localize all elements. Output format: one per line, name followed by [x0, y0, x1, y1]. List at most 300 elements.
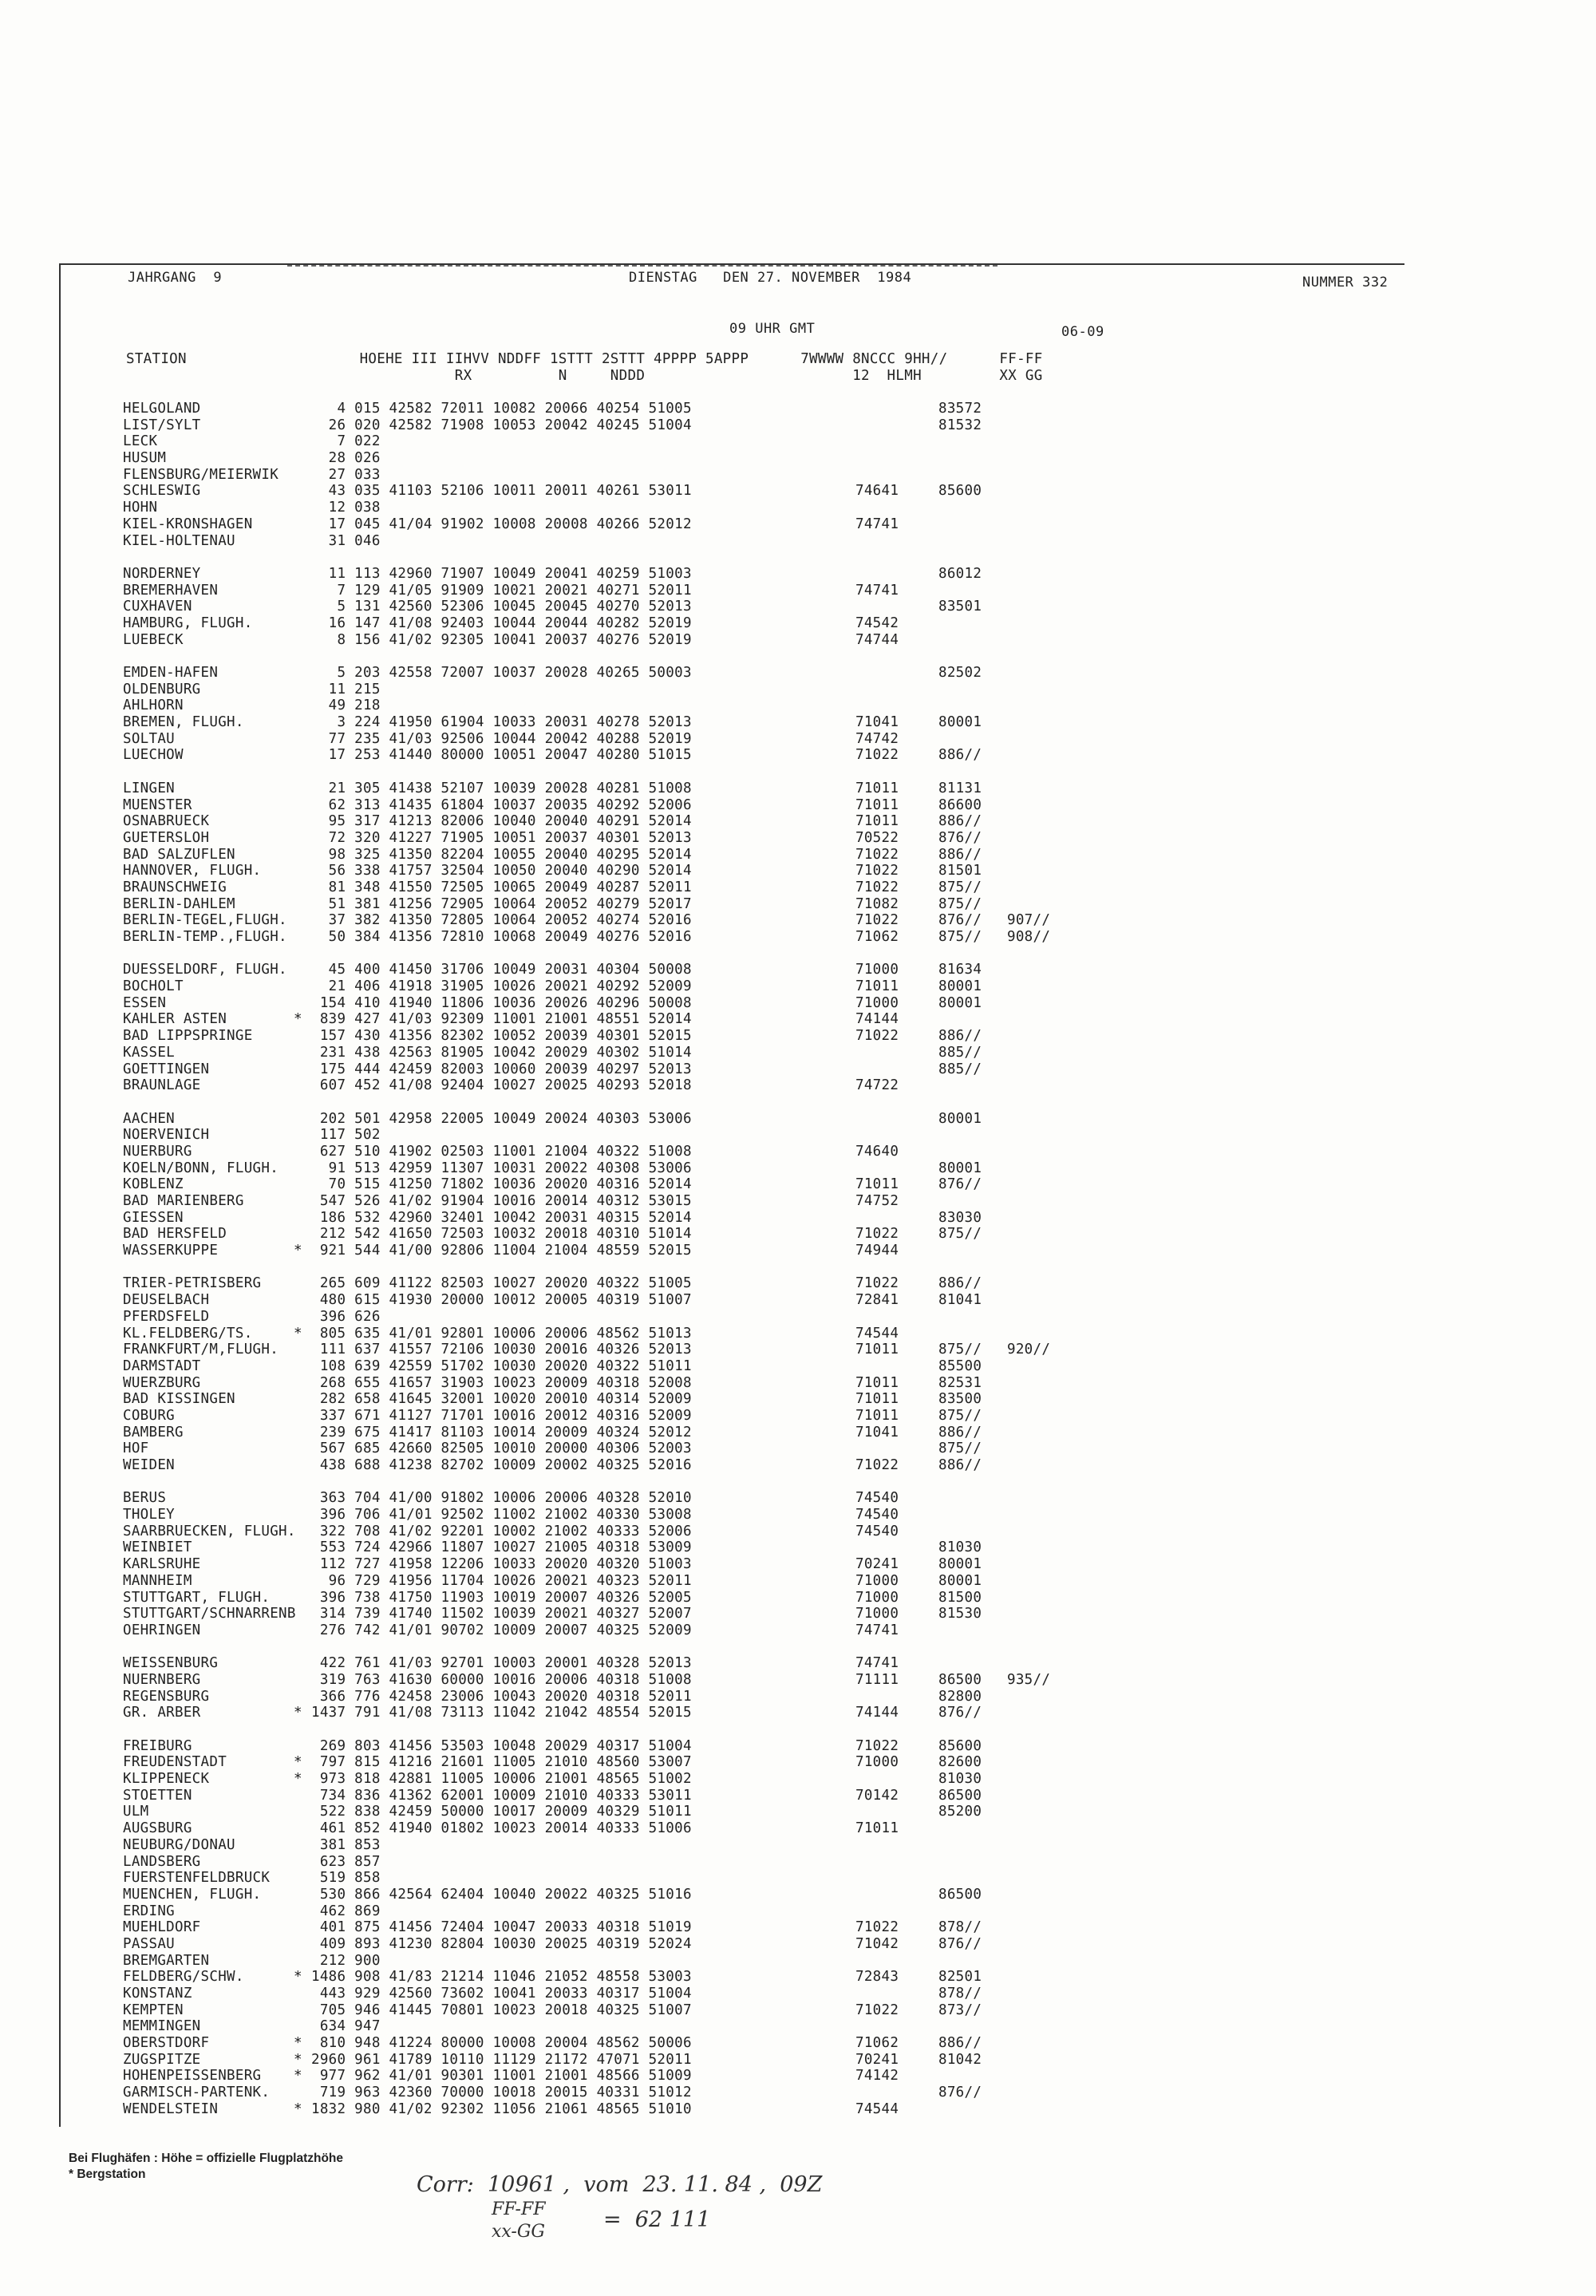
synop-groups: 31 046 [311, 532, 381, 549]
station-row [123, 1011, 1128, 1028]
station-row [123, 1408, 1128, 1425]
synop-groups: 21 305 41438 52107 10039 20028 40281 51008 [311, 780, 692, 796]
station-name: BAD KISSINGEN [123, 1391, 235, 1408]
synop-groups: 91 513 42959 11307 10031 20022 40308 53006 [311, 1160, 692, 1176]
group-7wwww: 71041 [855, 714, 899, 731]
synop-groups: 49 218 [311, 697, 381, 714]
group-7wwww: 70241 [855, 1556, 899, 1573]
station-name: BERUS [123, 1490, 167, 1507]
column-header-line-2: RX N NDDD 12 HLMH XX GG [126, 368, 1043, 384]
synop-groups: 111 637 41557 72106 10030 20016 40326 52013 [311, 1342, 692, 1358]
group-7wwww: 71022 [855, 1275, 899, 1292]
group-8nccc: 878// [938, 1986, 982, 2002]
station-name: DEUSELBACH [123, 1292, 210, 1309]
synop-groups: 921 544 41/00 92806 11004 21004 48559 52015 [311, 1243, 692, 1259]
station-row [123, 516, 1128, 533]
group-8nccc: 82600 [938, 1754, 982, 1771]
station-row [123, 401, 1128, 417]
station-name: WUERZBURG [123, 1374, 201, 1391]
group-7wwww: 71011 [855, 1176, 899, 1193]
station-row [123, 1573, 1128, 1590]
group-spacer [123, 946, 1128, 962]
station-row [123, 978, 1128, 995]
station-name: ESSEN [123, 994, 167, 1011]
group-7wwww: 74741 [855, 1622, 899, 1638]
station-name: SCHLESWIG [123, 483, 201, 500]
group-7wwww: 71022 [855, 912, 899, 929]
synop-groups: 112 727 41958 12206 10033 20020 40320 51003 [311, 1556, 692, 1573]
synop-groups: 21 406 41918 31905 10026 20021 40292 52009 [311, 978, 692, 995]
synop-groups: 547 526 41/02 91904 10016 20014 40312 53015 [311, 1193, 692, 1209]
station-row [123, 1903, 1128, 1920]
station-name: EMDEN-HAFEN [123, 665, 219, 681]
station-row [123, 1045, 1128, 1061]
station-row [123, 533, 1128, 550]
station-name: MUENCHEN, FLUGH. [123, 1886, 262, 1903]
group-8nccc: 81131 [938, 780, 982, 796]
station-name: HAMBURG, FLUGH. [123, 615, 253, 631]
group-8nccc: 80001 [938, 1160, 982, 1176]
station-row [123, 599, 1128, 615]
synop-groups: 276 742 41/01 90702 10009 20007 40325 52009 [311, 1622, 692, 1638]
station-name: NOERVENICH [123, 1127, 210, 1144]
station-row [123, 1870, 1128, 1887]
synop-groups: 607 452 41/08 92404 10027 20025 40293 52018 [311, 1077, 692, 1094]
station-name: BAMBERG [123, 1424, 184, 1440]
group-7wwww: 74540 [855, 1490, 899, 1507]
station-row [123, 1986, 1128, 2002]
station-name: KONSTANZ [123, 1986, 192, 2002]
station-row [123, 2068, 1128, 2085]
station-row [123, 1176, 1128, 1193]
station-name: BAD MARIENBERG [123, 1193, 244, 1209]
synop-groups: 319 763 41630 60000 10016 20006 40318 51008 [311, 1671, 692, 1688]
group-spacer [123, 1474, 1128, 1491]
group-spacer [123, 648, 1128, 665]
group-8nccc: 80001 [938, 978, 982, 995]
group-7wwww: 71062 [855, 929, 899, 945]
group-spacer [123, 1639, 1128, 1656]
station-name: BERLIN-TEMP.,FLUGH. [123, 929, 287, 945]
group-7wwww: 74641 [855, 483, 899, 500]
synop-groups: 212 900 [311, 1952, 381, 1969]
group-8nccc: 80001 [938, 994, 982, 1011]
handwritten-value: = 62 111 [603, 2207, 711, 2232]
group-7wwww: 71022 [855, 879, 899, 895]
station-row [123, 1226, 1128, 1243]
group-7wwww: 71022 [855, 1919, 899, 1936]
group-7wwww: 71041 [855, 1424, 899, 1440]
group-8nccc: 86500 [938, 1787, 982, 1804]
synop-groups: 519 858 [311, 1870, 381, 1887]
group-8nccc: 886// [938, 1457, 982, 1473]
synop-groups: 28 026 [311, 450, 381, 467]
station-name: WEISSENBURG [123, 1655, 219, 1672]
station-name: LECK [123, 433, 158, 450]
synop-groups: 805 635 41/01 92801 10006 20006 48562 51013 [311, 1325, 692, 1342]
station-row [123, 682, 1128, 698]
group-7wwww: 71011 [855, 813, 899, 830]
synop-groups: 96 729 41956 11704 10026 20021 40323 52011 [311, 1572, 692, 1589]
station-name: PFERDSFELD [123, 1308, 210, 1325]
group-8nccc: 83030 [938, 1209, 982, 1226]
group-7wwww: 71111 [855, 1671, 899, 1688]
synop-groups: 26 020 42582 71908 10053 20042 40245 51004 [311, 417, 692, 433]
station-row [123, 1887, 1128, 1903]
station-name: STOETTEN [123, 1787, 192, 1804]
station-name: BERLIN-TEGEL,FLUGH. [123, 912, 287, 929]
group-spacer [123, 764, 1128, 780]
group-7wwww: 72843 [855, 1969, 899, 1986]
group-7wwww: 71082 [855, 895, 899, 912]
footnote-airport-height: Bei Flughäfen : Höhe = offizielle Flugplatzhöhe [69, 2152, 344, 2165]
synop-groups: 461 852 41940 01802 10023 20014 40333 51006 [311, 1820, 692, 1837]
synop-groups: 11 215 [311, 681, 381, 697]
group-7wwww: 71000 [855, 1754, 899, 1771]
station-row [123, 1556, 1128, 1573]
group-8nccc: 886// [938, 846, 982, 863]
station-row [123, 2035, 1128, 2052]
group-7wwww: 71022 [855, 1226, 899, 1243]
group-8nccc: 875// [938, 1407, 982, 1424]
synop-groups: 7 129 41/05 91909 10021 20021 40271 52011 [311, 582, 692, 599]
synop-groups: 70 515 41250 71802 10036 20020 40316 52014 [311, 1176, 692, 1193]
synop-groups: 381 853 [311, 1836, 381, 1853]
synop-groups: 212 542 41650 72503 10032 20018 40310 51014 [311, 1226, 692, 1243]
synop-groups: 157 430 41356 82302 10052 20039 40301 52015 [311, 1028, 692, 1045]
station-row [123, 1771, 1128, 1788]
station-name: FRANKFURT/M,FLUGH. [123, 1342, 279, 1358]
station-row [123, 467, 1128, 484]
station-row [123, 632, 1128, 649]
station-row [123, 583, 1128, 599]
group-7wwww: 71042 [855, 1935, 899, 1952]
group-8nccc: 876// [938, 829, 982, 846]
station-name: WENDELSTEIN [123, 2100, 219, 2117]
group-8nccc: 873// [938, 2002, 982, 2018]
group-9hh: 920// [1007, 1342, 1051, 1358]
group-8nccc: 875// [938, 879, 982, 895]
station-name: AHLHORN [123, 697, 184, 714]
station-name: BOCHOLT [123, 978, 184, 995]
group-9hh: 908// [1007, 929, 1051, 945]
station-name: WEINBIET [123, 1539, 192, 1556]
station-name: ULM [123, 1804, 149, 1820]
station-name: BERLIN-DAHLEM [123, 895, 235, 912]
synop-groups: 438 688 41238 82702 10009 20002 40325 52016 [311, 1457, 692, 1473]
group-8nccc: 80001 [938, 714, 982, 731]
station-row [123, 879, 1128, 896]
synop-groups: 1486 908 41/83 21214 11046 21052 48558 53003 [311, 1969, 692, 1986]
group-7wwww: 74944 [855, 1243, 899, 1259]
group-8nccc: 85600 [938, 483, 982, 500]
header-time: 09 UHR GMT [729, 321, 816, 337]
station-row [123, 1655, 1128, 1672]
station-row [123, 500, 1128, 516]
station-row [123, 1523, 1128, 1540]
synop-groups: 634 947 [311, 2018, 381, 2035]
station-row [123, 1919, 1128, 1936]
group-7wwww: 71022 [855, 846, 899, 863]
station-name: LIST/SYLT [123, 417, 201, 433]
group-7wwww: 71022 [855, 2002, 899, 2018]
station-name: GARMISCH-PARTENK. [123, 2085, 271, 2101]
station-row [123, 1358, 1128, 1375]
station-name: AACHEN [123, 1110, 176, 1127]
group-7wwww: 70522 [855, 829, 899, 846]
group-8nccc: 875// [938, 1440, 982, 1457]
station-name: HANNOVER, FLUGH. [123, 863, 262, 879]
group-8nccc: 876// [938, 1935, 982, 1952]
group-7wwww: 71000 [855, 1589, 899, 1606]
station-row [123, 1457, 1128, 1474]
station-name: FREUDENSTADT [123, 1754, 227, 1771]
group-7wwww: 74540 [855, 1523, 899, 1539]
station-row [123, 747, 1128, 764]
synop-groups: 268 655 41657 31903 10023 20009 40318 52008 [311, 1374, 692, 1391]
station-name: STUTTGART, FLUGH. [123, 1589, 271, 1606]
group-8nccc: 875// [938, 1226, 982, 1243]
synop-groups: 186 532 42960 32401 10042 20031 40315 52014 [311, 1209, 692, 1226]
synop-groups: 12 038 [311, 500, 381, 516]
group-8nccc: 82501 [938, 1969, 982, 1986]
station-row [123, 433, 1128, 450]
station-row [123, 1969, 1128, 1986]
station-row [123, 1077, 1128, 1094]
station-row [123, 714, 1128, 731]
station-row [123, 1440, 1128, 1457]
station-name: FUERSTENFELDBRUCK [123, 1870, 271, 1887]
group-7wwww: 71022 [855, 1457, 899, 1473]
group-8nccc: 85200 [938, 1804, 982, 1820]
group-spacer [123, 1259, 1128, 1276]
station-row [123, 1160, 1128, 1177]
group-7wwww: 71022 [855, 1737, 899, 1754]
header-dashed-line [287, 265, 998, 267]
synop-groups: 231 438 42563 81905 10042 20029 40302 51014 [311, 1044, 692, 1061]
station-row [123, 962, 1128, 978]
station-name: KASSEL [123, 1044, 176, 1061]
station-name: BREMGARTEN [123, 1952, 210, 1969]
synop-groups: 95 317 41213 82006 10040 20040 40291 52014 [311, 813, 692, 830]
station-name: BREMEN, FLUGH. [123, 714, 244, 731]
group-7wwww: 71000 [855, 962, 899, 978]
station-name: AUGSBURG [123, 1820, 192, 1837]
station-name: BRAUNSCHWEIG [123, 879, 227, 895]
synop-groups: 2960 961 41789 10110 11129 21172 47071 52011 [311, 2051, 692, 2068]
station-row [123, 2002, 1128, 2019]
synop-groups: 409 893 41230 82804 10030 20025 40319 52024 [311, 1935, 692, 1952]
station-name: GUETERSLOH [123, 829, 210, 846]
station-row [123, 1622, 1128, 1639]
station-name: FREIBURG [123, 1737, 192, 1754]
synop-groups: 8 156 41/02 92305 10041 20037 40276 52019 [311, 631, 692, 648]
handwritten-correction: Corr: 10961 , vom 23. 11. 84 , 09Z [417, 2172, 823, 2197]
station-row [123, 1275, 1128, 1292]
synop-groups: 623 857 [311, 1853, 381, 1870]
frame-corner-tick [59, 263, 107, 265]
station-row [123, 1837, 1128, 1854]
station-name: KIEL-KRONSHAGEN [123, 516, 253, 532]
group-7wwww: 71011 [855, 1374, 899, 1391]
group-7wwww: 71000 [855, 1572, 899, 1589]
synop-groups: 839 427 41/03 92309 11001 21001 48551 52014 [311, 1011, 692, 1028]
group-8nccc: 81030 [938, 1771, 982, 1788]
synop-groups: 50 384 41356 72810 10068 20049 40276 52016 [311, 929, 692, 945]
group-9hh: 907// [1007, 912, 1051, 929]
mountain-station-marker: * [294, 2051, 302, 2068]
station-row [123, 1292, 1128, 1309]
station-name: HUSUM [123, 450, 167, 467]
station-row [123, 797, 1128, 814]
station-row [123, 1854, 1128, 1871]
station-name: LUEBECK [123, 631, 184, 648]
station-name: OSNABRUECK [123, 813, 210, 830]
group-8nccc: 876// [938, 1176, 982, 1193]
group-7wwww: 74144 [855, 1705, 899, 1721]
group-7wwww: 71011 [855, 1407, 899, 1424]
station-row [123, 1243, 1128, 1259]
station-name: KARLSRUHE [123, 1556, 201, 1573]
station-row [123, 1804, 1128, 1820]
station-row [123, 1490, 1128, 1507]
group-7wwww: 74741 [855, 582, 899, 599]
group-8nccc: 81532 [938, 417, 982, 433]
group-7wwww: 71011 [855, 978, 899, 995]
station-name: MUENSTER [123, 796, 192, 813]
station-name: BAD SALZUFLEN [123, 846, 235, 863]
synop-groups: 27 033 [311, 466, 381, 483]
group-8nccc: 875// [938, 1342, 982, 1358]
synop-groups: 522 838 42459 50000 10017 20009 40329 51011 [311, 1804, 692, 1820]
station-name: NEUBURG/DONAU [123, 1836, 235, 1853]
synop-groups: 977 962 41/01 90301 11001 21001 48566 51009 [311, 2068, 692, 2085]
station-name: NUERNBERG [123, 1671, 201, 1688]
station-row [123, 483, 1128, 500]
station-name: OBERSTDORF [123, 2035, 210, 2052]
group-7wwww: 70142 [855, 1787, 899, 1804]
group-7wwww: 71011 [855, 780, 899, 796]
station-row [123, 1144, 1128, 1160]
station-row [123, 847, 1128, 863]
station-row [123, 1111, 1128, 1128]
station-row [123, 929, 1128, 946]
group-8nccc: 81634 [938, 962, 982, 978]
station-row [123, 665, 1128, 682]
synop-groups: 553 724 42966 11807 10027 21005 40318 53009 [311, 1539, 692, 1556]
station-row [123, 697, 1128, 714]
mountain-station-marker: * [294, 1243, 302, 1259]
station-name: KAHLER ASTEN [123, 1011, 227, 1028]
station-row [123, 1326, 1128, 1342]
mountain-station-marker: * [294, 1969, 302, 1986]
synop-groups: 627 510 41902 02503 11001 21004 40322 51008 [311, 1143, 692, 1160]
station-name: REGENSBURG [123, 1688, 210, 1705]
column-header-line-1: STATION HOEHE III IIHVV NDDFF 1STTT 2STTT 4PPPP 5APPP 7WWWW 8NCCC 9HH// FF-FF [126, 351, 1043, 367]
synop-groups: 396 626 [311, 1308, 381, 1325]
station-name: STUTTGART/SCHNARRENB [123, 1606, 296, 1622]
station-name: COBURG [123, 1407, 176, 1424]
synop-groups: 282 658 41645 32001 10020 20010 40314 52009 [311, 1391, 692, 1408]
station-name: BAD HERSFELD [123, 1226, 227, 1243]
synop-groups: 5 131 42560 52306 10045 20045 40270 52013 [311, 599, 692, 615]
group-7wwww: 74544 [855, 2100, 899, 2117]
station-row [123, 1127, 1128, 1144]
synop-groups: 480 615 41930 20000 10012 20005 40319 51007 [311, 1292, 692, 1309]
station-name: GOETTINGEN [123, 1061, 210, 1077]
group-8nccc: 86012 [938, 565, 982, 582]
group-8nccc: 86500 [938, 1671, 982, 1688]
group-7wwww: 71011 [855, 1820, 899, 1837]
group-7wwww: 72841 [855, 1292, 899, 1309]
station-row [123, 1028, 1128, 1045]
station-row [123, 1672, 1128, 1689]
station-name: LUECHOW [123, 747, 184, 764]
station-row [123, 995, 1128, 1012]
station-name: SAARBRUECKEN, FLUGH. [123, 1523, 296, 1539]
group-8nccc: 886// [938, 747, 982, 764]
synop-groups: 567 685 42660 82505 10010 20000 40306 52003 [311, 1440, 692, 1457]
group-8nccc: 81030 [938, 1539, 982, 1556]
synop-groups: 202 501 42958 22005 10049 20024 40303 53006 [311, 1110, 692, 1127]
station-name: BRAUNLAGE [123, 1077, 201, 1094]
station-name: HOHENPEISSENBERG [123, 2068, 262, 2085]
synop-groups: 719 963 42360 70000 10018 20015 40331 51012 [311, 2085, 692, 2101]
station-row [123, 813, 1128, 830]
mountain-station-marker: * [294, 1754, 302, 1771]
group-7wwww: 74542 [855, 615, 899, 631]
handwritten-xx-line: xx-GG [492, 2222, 546, 2242]
station-row [123, 1342, 1128, 1358]
station-name: GR. ARBER [123, 1705, 201, 1721]
station-row [123, 1705, 1128, 1721]
station-name: THOLEY [123, 1507, 176, 1523]
synop-groups: 81 348 41550 72505 10065 20049 40287 52011 [311, 879, 692, 895]
station-name: MEMMINGEN [123, 2018, 201, 2035]
station-row [123, 912, 1128, 929]
synop-groups: 43 035 41103 52106 10011 20011 40261 53011 [311, 483, 692, 500]
station-row [123, 1309, 1128, 1326]
group-7wwww: 71011 [855, 1391, 899, 1408]
synop-groups: 72 320 41227 71905 10051 20037 40301 52013 [311, 829, 692, 846]
group-8nccc: 83501 [938, 599, 982, 615]
group-8nccc: 885// [938, 1044, 982, 1061]
synop-groups: 705 946 41445 70801 10023 20018 40325 51007 [311, 2002, 692, 2018]
synop-groups: 108 639 42559 51702 10030 20020 40322 51011 [311, 1357, 692, 1374]
frame-left-line [59, 263, 61, 2127]
group-8nccc: 86600 [938, 796, 982, 813]
station-name: HOHN [123, 500, 158, 516]
group-7wwww: 71022 [855, 1028, 899, 1045]
group-8nccc: 81041 [938, 1292, 982, 1309]
synop-groups: 17 253 41440 80000 10051 20047 40280 51015 [311, 747, 692, 764]
synop-groups: 16 147 41/08 92403 10044 20044 40282 52019 [311, 615, 692, 631]
synop-groups: 154 410 41940 11806 10036 20026 40296 50008 [311, 994, 692, 1011]
station-name: FELDBERG/SCHW. [123, 1969, 244, 1986]
station-name: NORDERNEY [123, 565, 201, 582]
group-7wwww: 71022 [855, 863, 899, 879]
footnote-mountain-station: * Bergstation [69, 2168, 146, 2181]
synop-groups: 401 875 41456 72404 10047 20033 40318 51019 [311, 1919, 692, 1936]
station-row [123, 450, 1128, 467]
synop-groups: 443 929 42560 73602 10041 20033 40317 51004 [311, 1986, 692, 2002]
group-8nccc: 886// [938, 1028, 982, 1045]
station-name: BAD LIPPSPRINGE [123, 1028, 253, 1045]
station-name: PASSAU [123, 1935, 176, 1952]
station-name: DARMSTADT [123, 1357, 201, 1374]
synop-groups: 5 203 42558 72007 10037 20028 40265 50003 [311, 665, 692, 681]
station-name: DUESSELDORF, FLUGH. [123, 962, 287, 978]
